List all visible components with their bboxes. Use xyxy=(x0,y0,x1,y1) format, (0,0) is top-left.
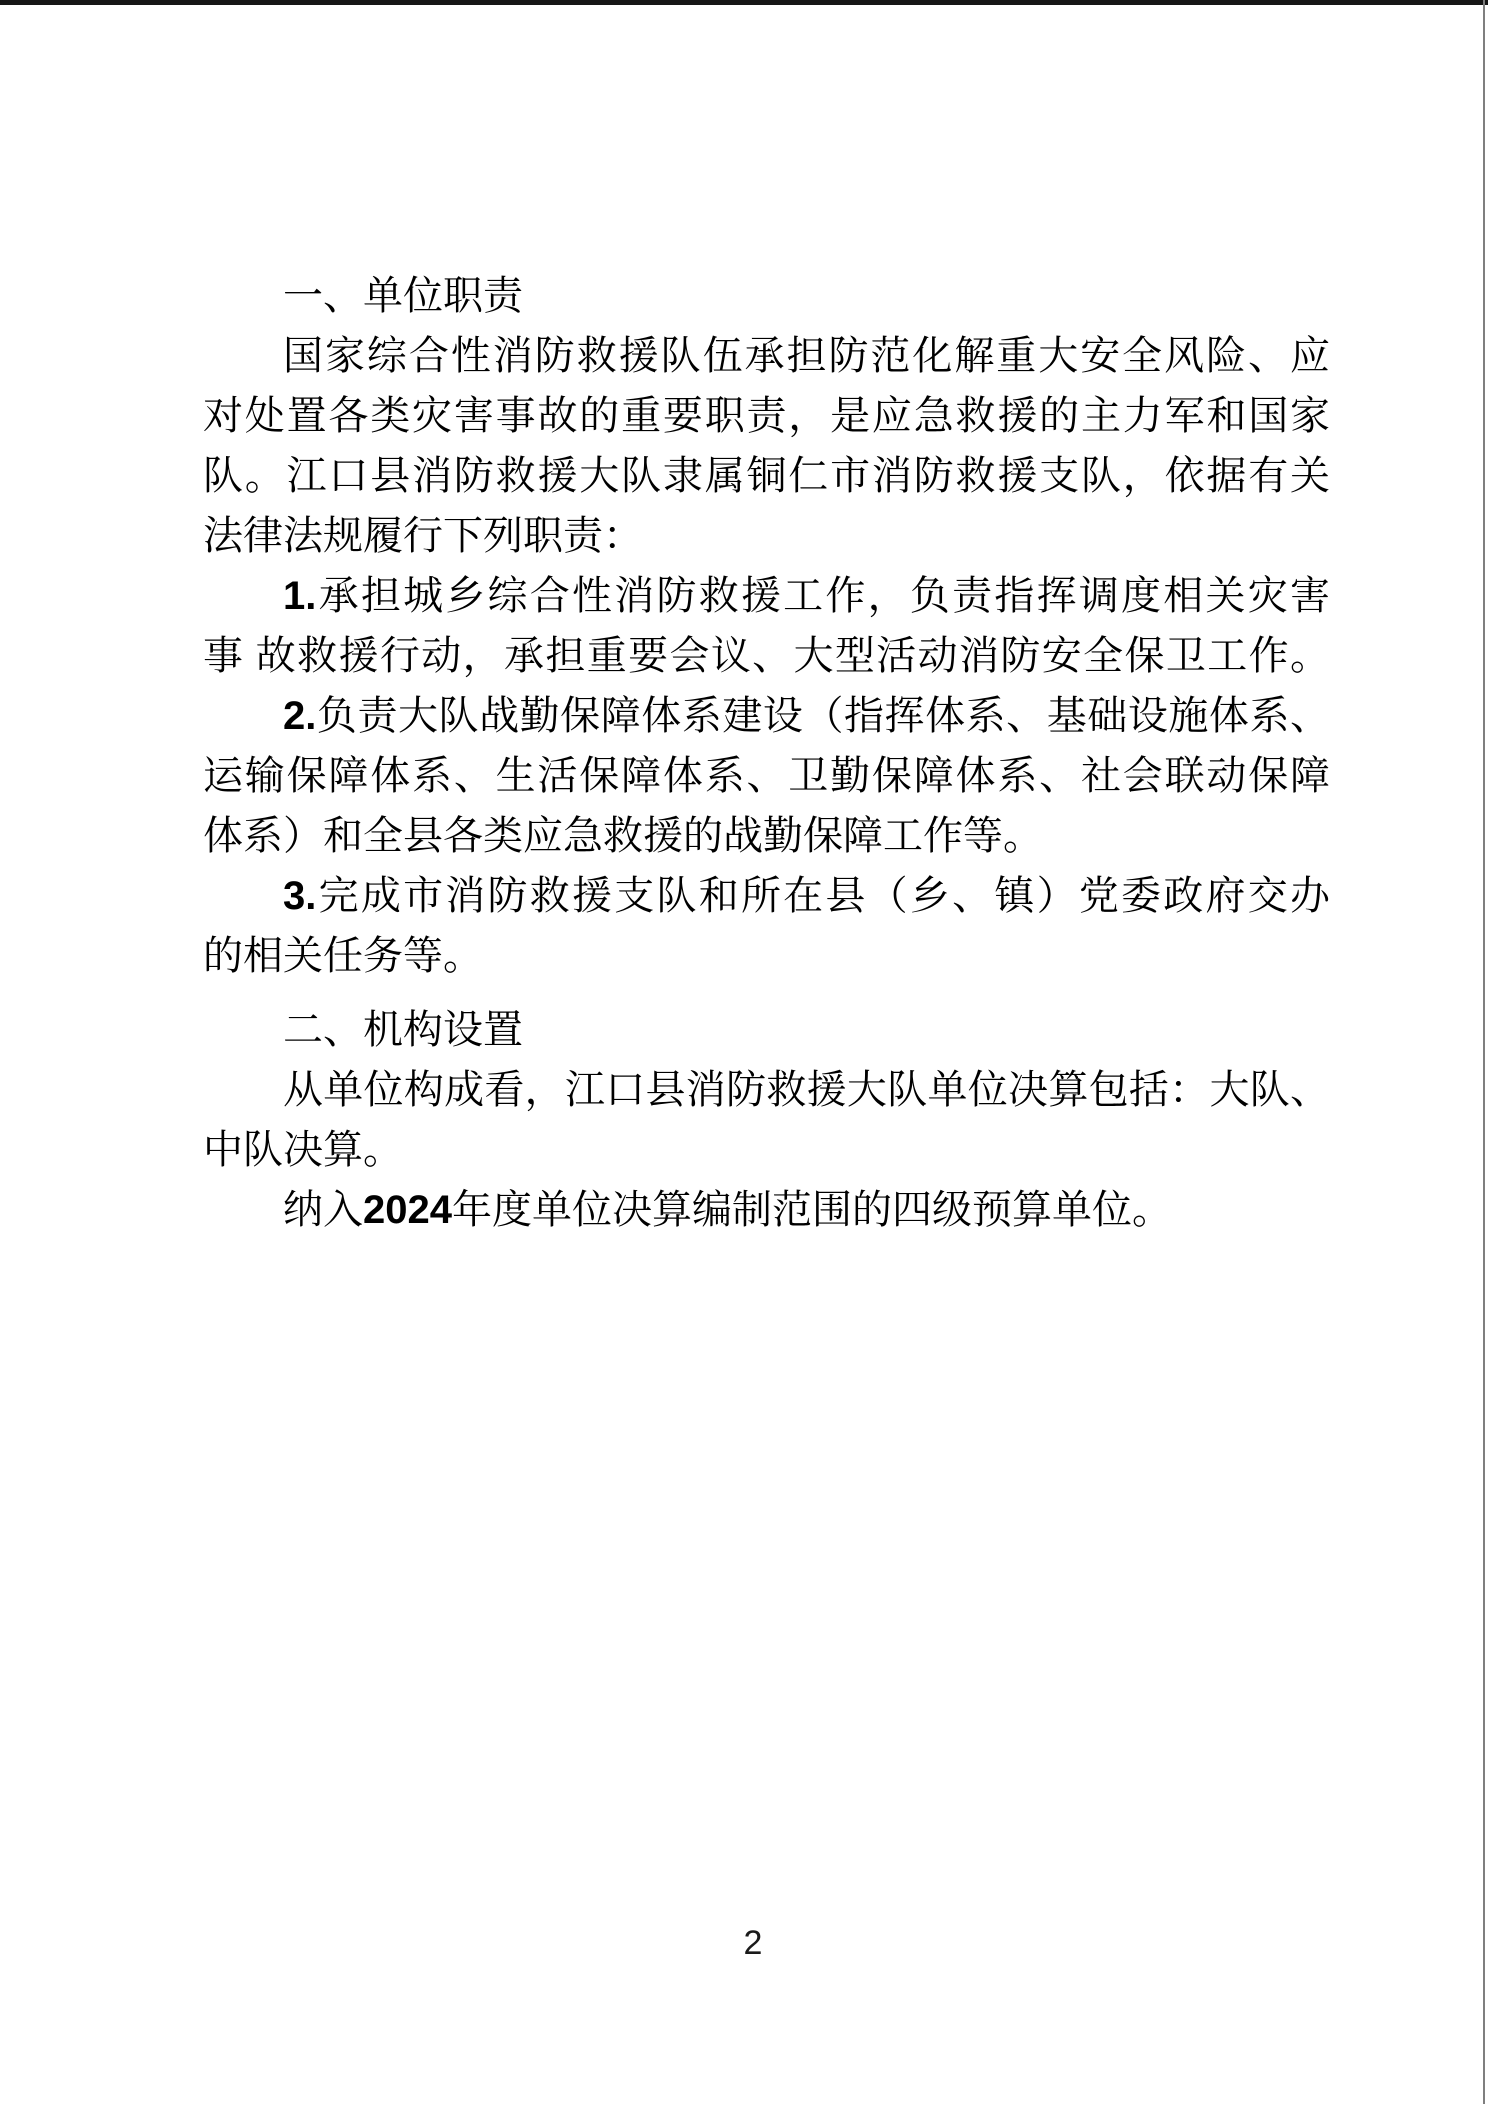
text-run: 对处置各类灾害事故的重要职责，是应急救援的主力军和国家 xyxy=(203,393,1330,438)
text-run: 国家综合性消防救援队伍承担防范化解重大安全风险、应 xyxy=(283,333,1330,378)
text-run: 的相关任务等。 xyxy=(203,933,483,978)
text-run: 运输保障体系、生活保障体系、卫勤保障体系、社会联动保障 xyxy=(203,753,1330,798)
text-line xyxy=(203,386,1330,446)
section-heading xyxy=(203,1000,1330,1060)
text-run: 承担城乡综合性消防救援工作，负责指挥调度相关灾害 xyxy=(316,573,1330,618)
text-line xyxy=(203,446,1330,506)
text-run: 年度单位决算编制范围的四级预算单位。 xyxy=(451,1187,1172,1232)
text-run: 法律法规履行下列职责： xyxy=(203,513,643,558)
text-line xyxy=(203,746,1330,806)
text-line xyxy=(203,566,1330,626)
right-edge-line xyxy=(1483,0,1485,2104)
text-run: 纳入 xyxy=(283,1187,363,1232)
text-line xyxy=(203,1120,1330,1180)
text-run: 负责大队战勤保障体系建设（指挥体系、基础设施体系、 xyxy=(316,693,1330,738)
text-line xyxy=(203,1060,1330,1120)
text-line xyxy=(203,326,1330,386)
text-line xyxy=(203,506,1330,566)
text-run: 二、机构设置 xyxy=(283,1007,523,1052)
text-run: 队。江口县消防救援大队隶属铜仁市消防救援支队，依据有关 xyxy=(203,453,1330,498)
text-line xyxy=(203,806,1330,866)
text-run: 一、单位职责 xyxy=(283,273,523,318)
numeral-run: 2. xyxy=(283,694,317,738)
text-line xyxy=(203,686,1330,746)
text-run: 体系）和全县各类应急救援的战勤保障工作等。 xyxy=(203,813,1043,858)
text-line xyxy=(203,1180,1330,1240)
section-heading xyxy=(203,266,1330,326)
text-line xyxy=(203,626,1330,686)
text-run: 从单位构成看，江口县消防救援大队单位决算包括：大队、 xyxy=(283,1067,1330,1112)
text-run: 完成市消防救援支队和所在县（乡、镇）党委政府交办 xyxy=(316,873,1330,918)
document-text xyxy=(203,266,1330,1240)
numeral-run: 1. xyxy=(283,574,317,618)
numeral-run: 3. xyxy=(283,874,317,918)
text-line xyxy=(203,866,1330,926)
numeral-run: 2024 xyxy=(363,1188,452,1232)
top-border-bar xyxy=(0,0,1488,5)
page-number: 2 xyxy=(743,1924,763,1962)
text-run: 事 故救援行动，承担重要会议、大型活动消防安全保卫工作。 xyxy=(203,633,1330,678)
text-run: 中队决算。 xyxy=(203,1127,403,1172)
text-line xyxy=(203,926,1330,986)
